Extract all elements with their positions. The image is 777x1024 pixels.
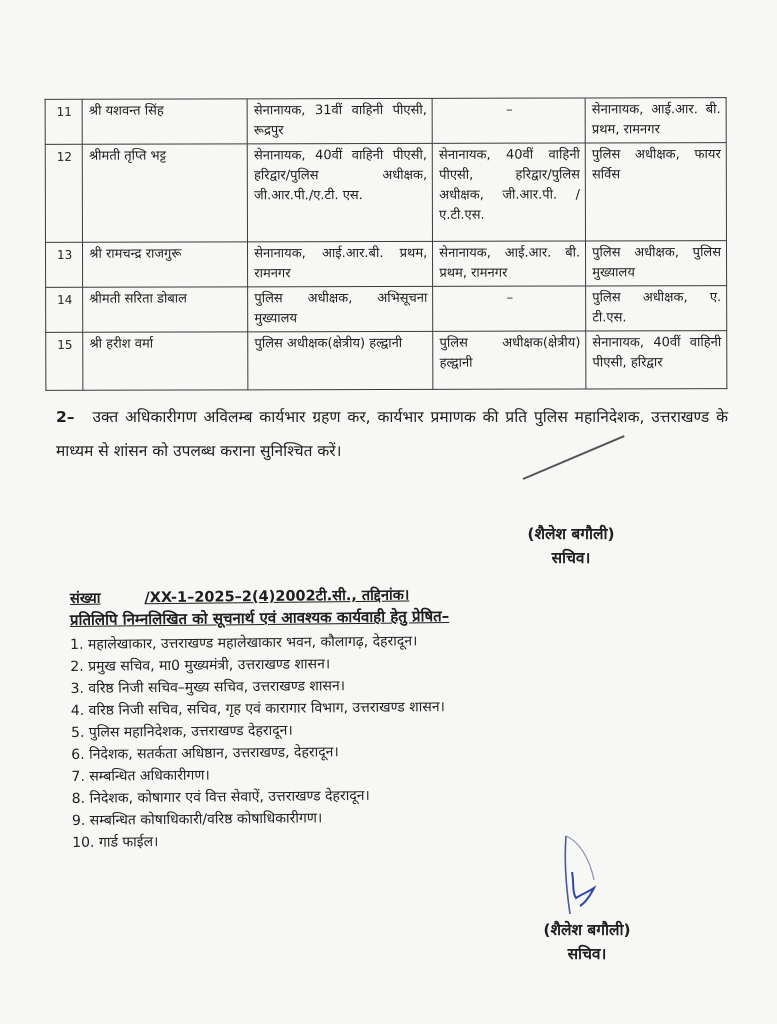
signature-block — [506, 522, 636, 570]
copy-to-heading: प्रतिलिपि निम्नलिखित को सूचनार्थ एवं आवश्यक कार्यवाही हेतु प्रेषित– — [69, 607, 450, 629]
officer-name: श्रीमती सरिता डोबाल — [83, 287, 248, 332]
list-item: 2. प्रमुख सचिव, मा0 मुख्यमंत्री, उत्तराखण्ड शासन। — [70, 656, 331, 675]
additional-charge: – — [433, 286, 586, 331]
new-post: पुलिस अधीक्षक, फायर सर्विस — [585, 143, 726, 241]
reference-label: संख्या — [69, 590, 101, 607]
new-post: सेनानायक, आई.आर. बी. प्रथम, रामनगर — [585, 98, 726, 143]
serial-number: 15 — [46, 332, 83, 390]
instruction-paragraph — [56, 400, 728, 468]
serial-number: 13 — [45, 242, 82, 287]
list-item: 5. पुलिस महानिदेशक, उत्तराखण्ड देहरादून। — [70, 722, 293, 741]
list-item: 9. सम्बन्धित कोषाधिकारी/वरिष्ठ कोषाधिकारीगण। — [71, 810, 323, 829]
list-item: 4. वरिष्ठ निजी सचिव, सचिव, गृह एवं कारागार विभाग, उत्तराखण्ड शासन। — [70, 699, 445, 719]
signatory-name: (शैलेश बगौली) — [543, 921, 631, 939]
new-post: सेनानायक, 40वीं वाहिनी पीएसी, हरिद्वार — [586, 331, 727, 389]
additional-charge: – — [432, 98, 585, 143]
signatory-name: (शैलेश बगौली) — [527, 525, 615, 543]
transfer-table — [45, 97, 728, 391]
serial-number: 11 — [45, 99, 82, 144]
table-row — [46, 331, 727, 391]
officer-name: श्री हरीश वर्मा — [83, 332, 248, 390]
copy-to-list — [70, 630, 446, 854]
serial-number: 12 — [45, 144, 82, 242]
signatory-designation: सचिव। — [551, 549, 591, 567]
list-item: 1. महालेखाकार, उत्तराखण्ड महालेखाकार भवन, कौलागढ़, देहरादून। — [70, 633, 418, 653]
current-post: पुलिस अधीक्षक, अभिसूचना मुख्यालय — [248, 286, 433, 331]
signature-block — [522, 918, 652, 966]
list-item: 8. निदेशक, कोषागार एवं वित्त सेवाऐं, उत्तराखण्ड देहरादून। — [71, 787, 370, 807]
list-item: 7. सम्बन्धित अधिकारीगण। — [71, 767, 210, 785]
additional-charge: सेनानायक, आई.आर. बी. प्रथम, रामनगर — [433, 241, 586, 286]
table-row — [45, 143, 726, 243]
handwritten-signature-icon — [560, 832, 620, 922]
list-item: 3. वरिष्ठ निजी सचिव–मुख्य सचिव, उत्तराखण्ड शासन। — [70, 678, 346, 697]
paragraph-text: उक्त अधिकारीगण अविलम्ब कार्यभार ग्रहण कर, कार्यभार प्रमाणक की प्रति पुलिस महानिदेशक, उत्तराखण्ड के माध्यम से शांसन को उपलब्ध कराना सुनिश्चित करें। — [56, 408, 728, 460]
officer-name: श्री यशवन्त सिंह — [82, 99, 247, 144]
table-row — [45, 241, 726, 288]
additional-charge: सेनानायक, 40वीं वाहिनी पीएसी, हरिद्वार/पुलिस अधीक्षक, जी.आर.पी. /ए.टी.एस. — [432, 143, 585, 241]
current-post: सेनानायक, आई.आर.बी. प्रथम, रामनगर — [248, 241, 433, 286]
list-item: 10. गार्ड फाईल। — [72, 834, 159, 851]
table-row — [45, 98, 726, 145]
list-item: 6. निदेशक, सतर्कता अधिष्ठान, उत्तराखण्ड, देहरादून। — [71, 744, 339, 763]
table-row — [46, 286, 727, 333]
reference-value: /XX-1–2025–2(4)2002टी.सी., तद्दिनांक। — [144, 587, 410, 607]
new-post: पुलिस अधीक्षक, पुलिस मुख्यालय — [586, 241, 727, 286]
officer-name: श्री रामचन्द्र राजगुरू — [83, 242, 248, 287]
signatory-designation: सचिव। — [567, 945, 607, 963]
current-post: सेनानायक, 40वीं वाहिनी पीएसी, हरिद्वार/पुलिस अधीक्षक, जी.आर.पी./ए.टी. एस. — [247, 143, 432, 241]
new-post: पुलिस अधीक्षक, ए. टी.एस. — [586, 286, 727, 331]
current-post: सेनानायक, 31वीं वाहिनी पीएसी, रूद्रपुर — [247, 98, 432, 143]
reference-number — [70, 584, 410, 608]
current-post: पुलिस अधीक्षक(क्षेत्रीय) हल्द्वानी — [248, 331, 433, 389]
serial-number: 14 — [46, 287, 83, 332]
paragraph-number: 2– — [56, 408, 75, 426]
officer-name: श्रीमती तृप्ति भट्ट — [82, 144, 247, 242]
additional-charge: पुलिस अधीक्षक(क्षेत्रीय) हल्द्वानी — [433, 331, 586, 389]
